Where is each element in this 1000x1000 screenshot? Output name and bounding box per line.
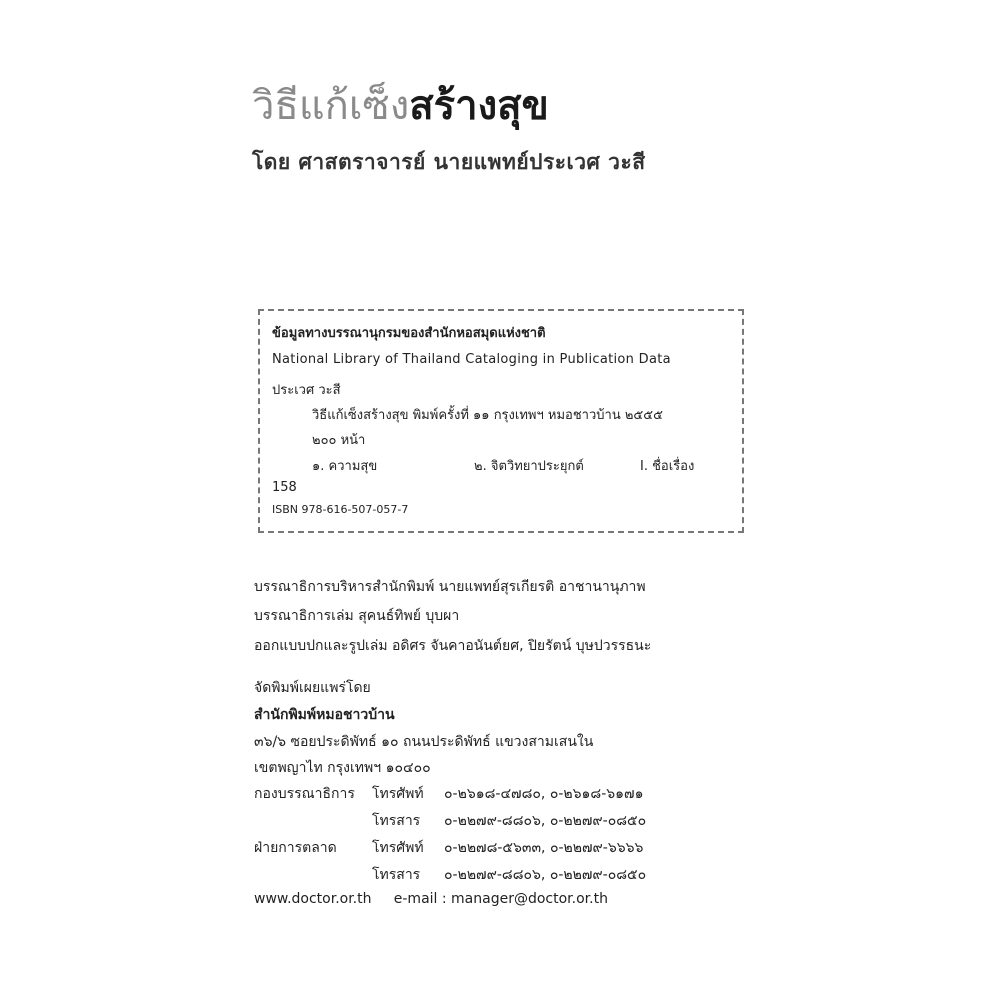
cip-subject-3: I. ชื่อเรื่อง — [640, 459, 695, 474]
author-line: โดย ศาสตราจารย์ นายแพทย์ประเวศ วะสี — [252, 150, 646, 174]
cip-subject-2: ๒. จิตวิทยาประยุกต์ — [474, 459, 584, 474]
publisher-address-1: ๓๖/๖ ซอยประดิพัทธ์ ๑๐ ถนนประดิพัทธ์ แขวงสามเสนใน — [254, 734, 594, 750]
cip-heading-en: National Library of Thailand Cataloging in Publication Data — [272, 352, 671, 367]
contact-kind: โทรสาร — [372, 867, 421, 883]
credit-designer: ออกแบบปกและรูปเล่ม อดิศร จันคาอนันต์ยศ, ปิยรัตน์ บุษปวรรธนะ — [254, 638, 652, 654]
cip-pages: ๒๐๐ หน้า — [312, 433, 366, 448]
cip-class-number: 158 — [272, 480, 297, 495]
contact-number: ๐-๒๒๗๙-๘๘๐๖, ๐-๒๒๗๙-๐๘๕๐ — [444, 813, 647, 829]
cip-isbn: ISBN 978-616-507-057-7 — [272, 503, 409, 516]
contact-dept-editorial: กองบรรณาธิการ — [254, 786, 355, 802]
contact-dept-marketing: ฝ่ายการตลาด — [254, 840, 337, 856]
contact-number: ๐-๒๒๗๙-๘๘๐๖, ๐-๒๒๗๙-๐๘๕๐ — [444, 867, 647, 883]
credit-book-editor: บรรณาธิการเล่ม สุคนธ์ทิพย์ บุบผา — [254, 608, 460, 624]
publisher-name: สำนักพิมพ์หมอชาวบ้าน — [254, 707, 395, 723]
title-part-bold: สร้างสุข — [409, 83, 549, 129]
contact-number: ๐-๒๖๑๘-๔๗๘๐, ๐-๒๖๑๘-๖๑๗๑ — [444, 786, 644, 802]
contact-number: ๐-๒๒๗๘-๕๖๓๓, ๐-๒๒๗๙-๖๖๖๖ — [444, 840, 644, 856]
cip-heading-th: ข้อมูลทางบรรณานุกรมของสำนักหอสมุดแห่งชาติ — [272, 326, 546, 341]
cip-author-entry: ประเวศ วะสี — [272, 383, 341, 398]
email-link[interactable]: e-mail : manager@doctor.or.th — [393, 891, 608, 907]
title-part-light: วิธีแก้เซ็ง — [252, 83, 410, 129]
publisher-label: จัดพิมพ์เผยแพร่โดย — [254, 680, 371, 696]
web-contact-line — [254, 891, 608, 907]
book-title — [252, 80, 549, 132]
website-link[interactable]: www.doctor.or.th — [254, 891, 372, 907]
publisher-address-2: เขตพญาไท กรุงเทพฯ ๑๐๔๐๐ — [254, 760, 431, 776]
contact-kind: โทรสาร — [372, 813, 421, 829]
credit-executive-editor: บรรณาธิการบริหารสำนักพิมพ์ นายแพทย์สุรเกียรติ อาชานานุภาพ — [254, 579, 646, 595]
cip-title-entry: วิธีแก้เซ็งสร้างสุข พิมพ์ครั้งที่ ๑๑ กรุงเทพฯ หมอชาวบ้าน ๒๕๕๕ — [312, 408, 663, 423]
contact-kind: โทรศัพท์ — [372, 786, 424, 802]
contact-kind: โทรศัพท์ — [372, 840, 424, 856]
cip-subject-1: ๑. ความสุข — [312, 459, 378, 474]
